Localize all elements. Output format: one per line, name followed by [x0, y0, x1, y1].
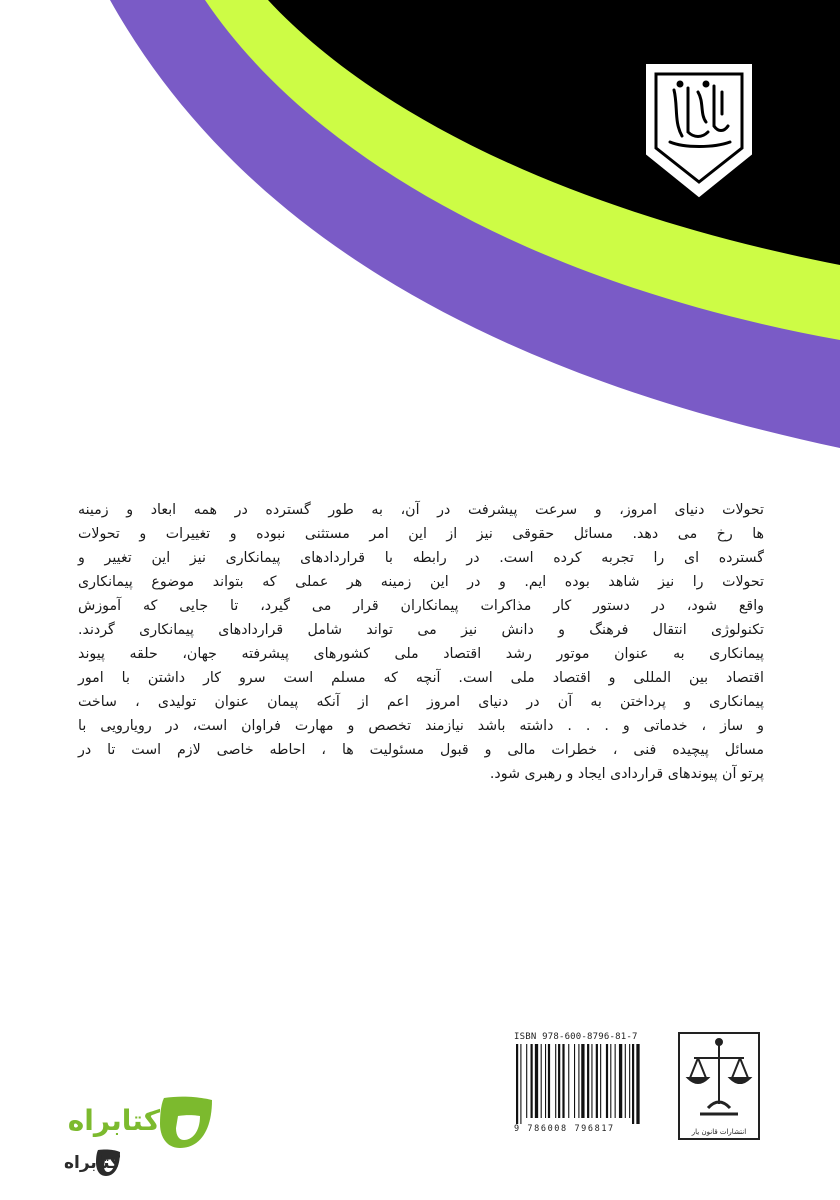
text-line: مسائل پیچیده فنی ، خطرات مالی و قبول مسئولیت ها ، احاطه خاصی لازم است تا در	[78, 742, 764, 758]
barcode-bar	[591, 1044, 592, 1118]
barcode-bar	[606, 1044, 608, 1118]
barcode-bar	[535, 1044, 538, 1118]
barcode-bar	[548, 1044, 550, 1118]
justice-logo-caption: انتشارات قانون یار	[691, 1128, 747, 1136]
justice-publisher-logo	[678, 1032, 760, 1140]
barcode-bar	[531, 1044, 533, 1118]
text-line: واقع شود، در دستور کار مذاکرات پیمانکاران قرار می گیرد، تا جایی که آموزش	[78, 598, 764, 614]
publisher-logo	[644, 62, 754, 200]
barcode-bar	[619, 1044, 622, 1118]
text-line: پیمانکاری به عنوان موتور رشد اقتصاد ملی کشورهای پیشرفته جهان، حلقه پیوند	[78, 646, 764, 662]
ketabrah-wordmark: کتابراه	[67, 1104, 160, 1137]
barcode-bar	[568, 1044, 569, 1118]
barcode-digits: 9 786008 796817	[514, 1124, 615, 1134]
barcode-bar	[610, 1044, 611, 1118]
barcode-bar	[526, 1044, 527, 1118]
ketabrah-leaf-icon	[160, 1097, 212, 1148]
text-line: ها رخ می دهد. مسائل حقوقی نیز از این امر مستثنی نبوده و تغییرات و تحولات	[78, 526, 764, 542]
barcode-bar	[600, 1044, 601, 1118]
text-line: تکنولوژی انتقال فرهنگ و دانش نیز می تواند شامل قراردادهای پیمانکاری گردند.	[78, 622, 764, 638]
barcode-bar	[636, 1044, 639, 1124]
description-text	[78, 498, 764, 786]
text-line: پرتو آن پیوندهای قراردادی ایجاد و رهبری شود.	[489, 766, 764, 782]
barcode-bar	[587, 1044, 589, 1118]
barcode-bar	[541, 1044, 542, 1118]
barcode-bar	[558, 1044, 560, 1118]
barcode-bar	[596, 1044, 598, 1118]
barcode-bar	[520, 1044, 521, 1124]
text-line: و ساز ، خدماتی و . . . داشته باشد نیازمند تخصص و مهارت فراوان است، در رویارویی با	[78, 718, 764, 734]
barcode-bar	[545, 1044, 546, 1118]
text-line: گسترده ای را تجربه کرده است. در رابطه با قراردادهای پیمانکاری نیز این تغییر و	[78, 550, 764, 566]
barcode-bar	[574, 1044, 575, 1118]
barcode-bar	[562, 1044, 564, 1118]
barcode	[514, 1044, 674, 1124]
isbn-label: ISBN 978-600-8796-81-7	[514, 1032, 638, 1042]
text-line: تحولات را نیز شاهد بوده ایم. و در این زمینه هر عملی که بتواند موضوع پیمانکاری	[78, 574, 764, 590]
text-line: پیمانکاری و پرداختن به آن در دنیای امروز اعم از آنکه پیمان عنوان تولیدی ، ساخت	[78, 694, 764, 710]
text-line: اقتصاد بین المللی و اقتصاد ملی است. آنچه که مسلم است سرو کار داشتن با امور	[78, 670, 764, 686]
barcode-bar	[629, 1044, 630, 1118]
ketabrah-wordmark-small: کتابراه	[63, 1153, 120, 1173]
scales-of-justice-icon	[680, 1034, 758, 1124]
barcode-bar	[581, 1044, 584, 1118]
barcode-bar	[632, 1044, 634, 1124]
shield-outline	[647, 65, 751, 196]
text-line: تحولات دنیای امروز، و سرعت پیشرفت در آن، به طور گسترده در همه ابعاد و زمینه	[78, 502, 764, 518]
barcode-bar	[625, 1044, 626, 1118]
barcode-bar	[516, 1044, 518, 1124]
barcode-bar	[555, 1044, 556, 1118]
barcode-bar	[578, 1044, 579, 1118]
barcode-bar	[615, 1044, 616, 1118]
